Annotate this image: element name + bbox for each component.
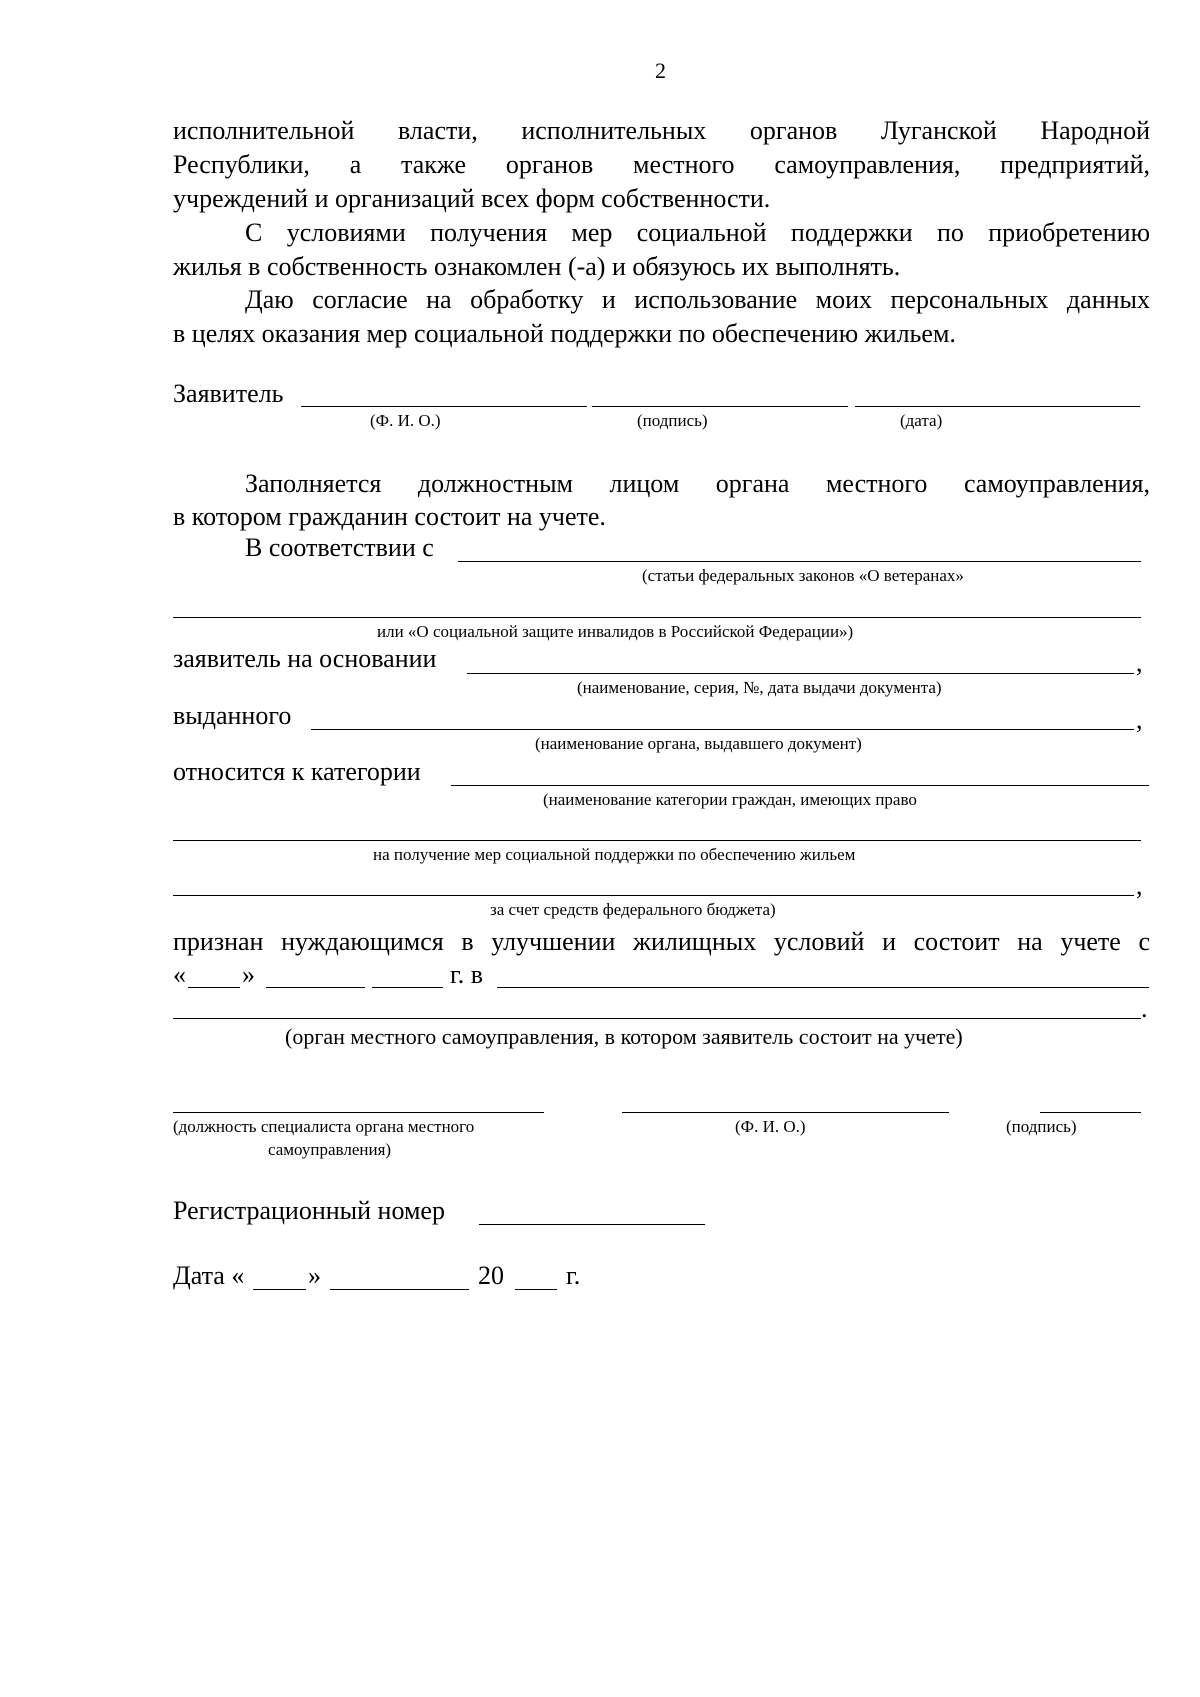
- position-caption-1: (должность специалиста органа местного: [173, 1117, 475, 1136]
- registration-year-field[interactable]: [372, 987, 443, 988]
- accordance-field-continued[interactable]: [173, 617, 1141, 618]
- issued-comma: ,: [1136, 705, 1143, 734]
- accordance-label: В соответствии с: [245, 533, 434, 562]
- official-section-line-2: в котором гражданин состоит на учете.: [173, 502, 606, 531]
- accordance-field[interactable]: [458, 561, 1141, 562]
- date-open-quote: «: [173, 960, 186, 989]
- category-label: относится к категории: [173, 757, 421, 786]
- accordance-caption-1: (статьи федеральных законов «О ветеранах»: [642, 566, 964, 585]
- year-suffix: г. в: [450, 960, 484, 989]
- accordance-caption-2: или «О социальной защите инвалидов в Российской Федерации»): [377, 622, 854, 641]
- paragraph-1-line-3: учреждений и организаций всех форм собственности.: [173, 184, 771, 213]
- applicant-signature-field[interactable]: [592, 406, 848, 407]
- specialist-position-field[interactable]: [173, 1112, 544, 1113]
- applicant-fio-field[interactable]: [301, 406, 587, 407]
- date-century: 20: [478, 1261, 504, 1290]
- date-label: Дата «: [173, 1261, 245, 1290]
- applicant-date-field[interactable]: [855, 406, 1140, 407]
- basis-caption: (наименование, серия, №, дата выдачи документа): [577, 678, 942, 697]
- applicant-signature-caption: (подпись): [637, 411, 708, 430]
- date-month-field[interactable]: [330, 1289, 469, 1290]
- paragraph-2-line-2: жилья в собственность ознакомлен (-а) и обязуюсь их выполнять.: [173, 252, 901, 281]
- issued-label: выданного: [173, 701, 292, 730]
- date-year-field[interactable]: [515, 1289, 557, 1290]
- basis-label: заявитель на основании: [173, 644, 437, 673]
- paragraph-2-line-1: С условиями получения мер социальной поддержки по приобретению: [245, 218, 1150, 247]
- registration-number-field[interactable]: [479, 1224, 705, 1225]
- authority-period: .: [1141, 994, 1148, 1023]
- category-caption-3: за счет средств федерального бюджета): [490, 900, 776, 919]
- basis-comma: ,: [1136, 648, 1143, 677]
- authority-field[interactable]: [497, 987, 1149, 988]
- issued-field[interactable]: [311, 729, 1134, 730]
- date-day-field[interactable]: [253, 1289, 306, 1290]
- category-field-continued-1[interactable]: [173, 840, 1141, 841]
- specialist-fio-field[interactable]: [622, 1112, 949, 1113]
- official-section-line-1: Заполняется должностным лицом органа местного самоуправления,: [245, 469, 1150, 498]
- position-caption-2: самоуправления): [268, 1140, 392, 1159]
- paragraph-3-line-2: в целях оказания мер социальной поддержки по обеспечению жильем.: [173, 319, 956, 348]
- category-field-continued-2[interactable]: [173, 895, 1134, 896]
- applicant-label: Заявитель: [173, 379, 284, 408]
- applicant-date-caption: (дата): [900, 411, 943, 430]
- date-close-quote: »: [242, 960, 255, 989]
- paragraph-1-line-1: исполнительной власти, исполнительных органов Луганской Народной: [173, 116, 1150, 145]
- date-year-suffix: г.: [566, 1261, 581, 1290]
- specialist-signature-field[interactable]: [1040, 1112, 1141, 1113]
- authority-caption: (орган местного самоуправления, в котором заявитель состоит на учете): [285, 1024, 963, 1049]
- category-caption-2: на получение мер социальной поддержки по обеспечению жильем: [373, 845, 856, 864]
- issued-caption: (наименование органа, выдавшего документ): [535, 734, 862, 753]
- basis-field[interactable]: [467, 673, 1134, 674]
- specialist-signature-caption: (подпись): [1006, 1117, 1077, 1136]
- registration-day-field[interactable]: [188, 987, 240, 988]
- category-caption-1: (наименование категории граждан, имеющих право: [543, 790, 917, 809]
- page-number: 2: [655, 58, 666, 83]
- authority-field-continued[interactable]: [173, 1018, 1141, 1019]
- date-line-close-quote: »: [308, 1261, 321, 1290]
- specialist-fio-caption: (Ф. И. О.): [735, 1117, 806, 1136]
- registration-label: Регистрационный номер: [173, 1196, 445, 1225]
- paragraph-1-line-2: Республики, а также органов местного самоуправления, предприятий,: [173, 150, 1150, 179]
- category-field[interactable]: [451, 785, 1149, 786]
- recognized-line: признан нуждающимся в улучшении жилищных условий и состоит на учете с: [173, 927, 1150, 956]
- paragraph-3-line-1: Даю согласие на обработку и использование моих персональных данных: [245, 285, 1150, 314]
- registration-month-field[interactable]: [266, 987, 365, 988]
- category-comma: ,: [1136, 871, 1143, 900]
- applicant-fio-caption: (Ф. И. О.): [370, 411, 441, 430]
